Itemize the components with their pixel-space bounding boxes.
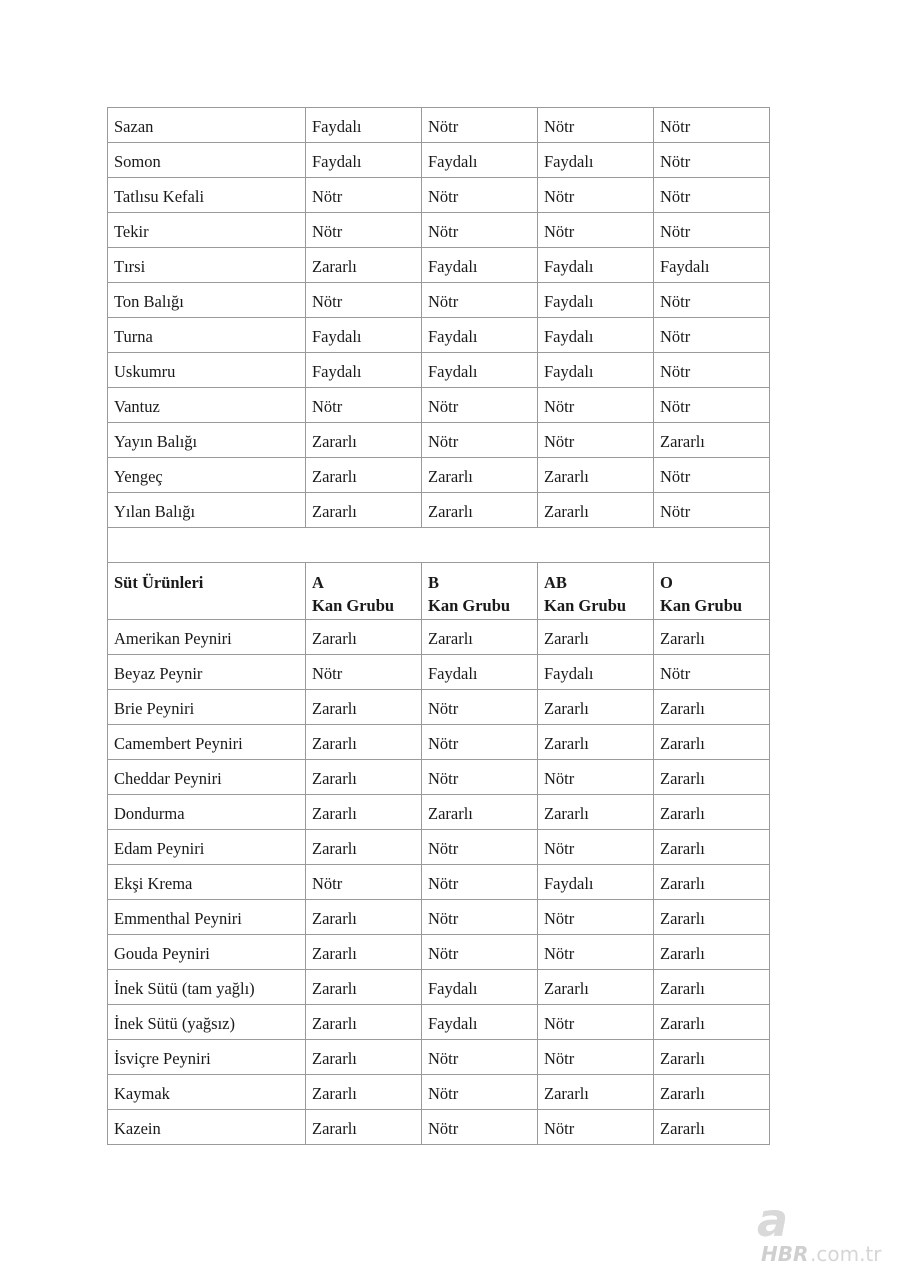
- blood-a-cell: Zararlı: [306, 1075, 422, 1110]
- col-header-b: [422, 563, 538, 620]
- blood-b-cell: Zararlı: [422, 458, 538, 493]
- blood-ab-cell: Nötr: [538, 1110, 654, 1145]
- table-row: [108, 143, 770, 178]
- table-row: [108, 283, 770, 318]
- blood-o-cell: Nötr: [654, 108, 770, 143]
- blood-o-cell: Nötr: [654, 655, 770, 690]
- blood-type-o-label: O: [660, 573, 673, 592]
- blood-ab-cell: Nötr: [538, 900, 654, 935]
- blood-b-cell: Nötr: [422, 935, 538, 970]
- blood-o-cell: Nötr: [654, 283, 770, 318]
- blood-o-cell: Nötr: [654, 143, 770, 178]
- blood-b-cell: Faydalı: [422, 970, 538, 1005]
- blood-o-cell: Zararlı: [654, 725, 770, 760]
- table-row: [108, 1005, 770, 1040]
- blood-o-cell: Zararlı: [654, 620, 770, 655]
- blood-o-cell: Zararlı: [654, 1005, 770, 1040]
- blood-o-cell: Nötr: [654, 493, 770, 528]
- table-row: [108, 795, 770, 830]
- table-row: [108, 900, 770, 935]
- blood-type-b-label: B: [428, 573, 440, 592]
- table-row: [108, 423, 770, 458]
- blood-ab-cell: Faydalı: [538, 655, 654, 690]
- blood-a-cell: Zararlı: [306, 900, 422, 935]
- food-name-cell: İnek Sütü (tam yağlı): [108, 970, 306, 1005]
- table-row: [108, 655, 770, 690]
- blood-b-cell: Nötr: [422, 213, 538, 248]
- table-row: [108, 493, 770, 528]
- category-header: [108, 563, 306, 620]
- blood-a-cell: Zararlı: [306, 935, 422, 970]
- blood-b-cell: Faydalı: [422, 318, 538, 353]
- food-name-cell: İsviçre Peyniri: [108, 1040, 306, 1075]
- blood-ab-cell: Nötr: [538, 388, 654, 423]
- blood-type-a-label: A: [312, 573, 324, 592]
- col-header-ab: [538, 563, 654, 620]
- table-row: [108, 620, 770, 655]
- food-name-cell: Edam Peyniri: [108, 830, 306, 865]
- food-name-cell: Dondurma: [108, 795, 306, 830]
- food-name-cell: Tekir: [108, 213, 306, 248]
- blood-b-cell: Nötr: [422, 1110, 538, 1145]
- table-row: [108, 1075, 770, 1110]
- blood-ab-cell: Faydalı: [538, 353, 654, 388]
- blood-o-cell: Zararlı: [654, 690, 770, 725]
- blood-ab-cell: Zararlı: [538, 1075, 654, 1110]
- blood-ab-cell: Nötr: [538, 108, 654, 143]
- table-row: [108, 353, 770, 388]
- food-name-cell: Cheddar Peyniri: [108, 760, 306, 795]
- col-header-o: [654, 563, 770, 620]
- blood-a-cell: Faydalı: [306, 353, 422, 388]
- blood-b-cell: Nötr: [422, 178, 538, 213]
- blood-b-cell: Faydalı: [422, 143, 538, 178]
- food-name-cell: Gouda Peyniri: [108, 935, 306, 970]
- blood-ab-cell: Zararlı: [538, 493, 654, 528]
- table-row: [108, 248, 770, 283]
- food-name-cell: Ekşi Krema: [108, 865, 306, 900]
- blood-a-cell: Faydalı: [306, 318, 422, 353]
- dairy-header-row: [108, 563, 770, 620]
- table-row: [108, 690, 770, 725]
- blood-o-cell: Zararlı: [654, 1075, 770, 1110]
- blood-ab-cell: Faydalı: [538, 283, 654, 318]
- blood-ab-cell: Zararlı: [538, 690, 654, 725]
- food-name-cell: Beyaz Peynir: [108, 655, 306, 690]
- food-name-cell: Yayın Balığı: [108, 423, 306, 458]
- blood-b-cell: Nötr: [422, 865, 538, 900]
- blood-o-cell: Zararlı: [654, 970, 770, 1005]
- blood-ab-cell: Nötr: [538, 1005, 654, 1040]
- blood-ab-cell: Nötr: [538, 213, 654, 248]
- blood-o-cell: Zararlı: [654, 935, 770, 970]
- blood-b-cell: Nötr: [422, 760, 538, 795]
- table-row: [108, 935, 770, 970]
- table-row: [108, 1040, 770, 1075]
- blood-ab-cell: Zararlı: [538, 795, 654, 830]
- blood-b-cell: Nötr: [422, 388, 538, 423]
- blood-a-cell: Zararlı: [306, 620, 422, 655]
- blood-ab-cell: Nötr: [538, 760, 654, 795]
- table-row: [108, 1110, 770, 1145]
- blood-a-cell: Nötr: [306, 388, 422, 423]
- blood-o-cell: Zararlı: [654, 795, 770, 830]
- blood-type-food-table: [107, 107, 770, 1145]
- blood-ab-cell: Faydalı: [538, 865, 654, 900]
- section-spacer: [108, 528, 770, 563]
- blood-o-cell: Nötr: [654, 178, 770, 213]
- blood-group-label: Kan Grubu: [428, 596, 511, 615]
- blood-ab-cell: Nötr: [538, 178, 654, 213]
- blood-a-cell: Faydalı: [306, 108, 422, 143]
- fish-section: [108, 108, 770, 528]
- food-name-cell: Kazein: [108, 1110, 306, 1145]
- food-name-cell: Amerikan Peyniri: [108, 620, 306, 655]
- blood-group-label: Kan Grubu: [544, 596, 627, 615]
- blood-a-cell: Zararlı: [306, 1110, 422, 1145]
- blood-ab-cell: Nötr: [538, 1040, 654, 1075]
- blood-a-cell: Zararlı: [306, 1005, 422, 1040]
- food-name-cell: Turna: [108, 318, 306, 353]
- table-row: [108, 760, 770, 795]
- food-name-cell: Somon: [108, 143, 306, 178]
- blood-o-cell: Nötr: [654, 318, 770, 353]
- food-name-cell: Ton Balığı: [108, 283, 306, 318]
- blood-a-cell: Zararlı: [306, 248, 422, 283]
- blood-o-cell: Zararlı: [654, 1040, 770, 1075]
- blood-ab-cell: Zararlı: [538, 725, 654, 760]
- blood-o-cell: Nötr: [654, 213, 770, 248]
- food-name-cell: Kaymak: [108, 1075, 306, 1110]
- blood-ab-cell: Faydalı: [538, 248, 654, 283]
- blood-a-cell: Zararlı: [306, 760, 422, 795]
- dairy-section: [108, 620, 770, 1145]
- food-name-cell: Sazan: [108, 108, 306, 143]
- blood-a-cell: Zararlı: [306, 725, 422, 760]
- blood-a-cell: Zararlı: [306, 830, 422, 865]
- blood-ab-cell: Zararlı: [538, 620, 654, 655]
- food-name-cell: Vantuz: [108, 388, 306, 423]
- blood-a-cell: Zararlı: [306, 970, 422, 1005]
- col-header-a: [306, 563, 422, 620]
- food-name-cell: İnek Sütü (yağsız): [108, 1005, 306, 1040]
- food-name-cell: Uskumru: [108, 353, 306, 388]
- watermark-domain: .com.tr: [810, 1242, 882, 1266]
- table-row: [108, 458, 770, 493]
- blood-b-cell: Zararlı: [422, 795, 538, 830]
- blood-a-cell: Zararlı: [306, 458, 422, 493]
- blood-b-cell: Nötr: [422, 1075, 538, 1110]
- blood-a-cell: Nötr: [306, 865, 422, 900]
- dairy-header-section: [108, 563, 770, 620]
- category-title: Süt Ürünleri: [114, 573, 204, 592]
- blood-b-cell: Faydalı: [422, 655, 538, 690]
- blood-ab-cell: Zararlı: [538, 458, 654, 493]
- blood-b-cell: Nötr: [422, 830, 538, 865]
- table-row: [108, 178, 770, 213]
- food-name-cell: Camembert Peyniri: [108, 725, 306, 760]
- food-name-cell: Brie Peyniri: [108, 690, 306, 725]
- blood-ab-cell: Nötr: [538, 830, 654, 865]
- blood-b-cell: Nötr: [422, 690, 538, 725]
- blood-type-ab-label: AB: [544, 573, 567, 592]
- hbr-watermark-logo: [755, 1198, 895, 1268]
- blood-b-cell: Zararlı: [422, 620, 538, 655]
- table-row: [108, 725, 770, 760]
- table-row: [108, 108, 770, 143]
- blood-a-cell: Nötr: [306, 178, 422, 213]
- blood-group-label: Kan Grubu: [660, 596, 743, 615]
- table-row: [108, 970, 770, 1005]
- blood-b-cell: Nötr: [422, 423, 538, 458]
- food-name-cell: Yengeç: [108, 458, 306, 493]
- blood-b-cell: Nötr: [422, 108, 538, 143]
- blood-o-cell: Zararlı: [654, 865, 770, 900]
- blood-o-cell: Zararlı: [654, 1110, 770, 1145]
- blood-b-cell: Nötr: [422, 725, 538, 760]
- blood-b-cell: Faydalı: [422, 1005, 538, 1040]
- table-row: [108, 830, 770, 865]
- blood-b-cell: Zararlı: [422, 493, 538, 528]
- blood-b-cell: Nötr: [422, 1040, 538, 1075]
- blood-o-cell: Zararlı: [654, 900, 770, 935]
- blood-o-cell: Faydalı: [654, 248, 770, 283]
- blood-o-cell: Nötr: [654, 353, 770, 388]
- blood-o-cell: Zararlı: [654, 760, 770, 795]
- blood-b-cell: Faydalı: [422, 248, 538, 283]
- blood-a-cell: Zararlı: [306, 690, 422, 725]
- blood-a-cell: Zararlı: [306, 493, 422, 528]
- blood-o-cell: Nötr: [654, 458, 770, 493]
- food-name-cell: Emmenthal Peyniri: [108, 900, 306, 935]
- blood-o-cell: Zararlı: [654, 423, 770, 458]
- food-name-cell: Yılan Balığı: [108, 493, 306, 528]
- blood-a-cell: Faydalı: [306, 143, 422, 178]
- table-row: [108, 388, 770, 423]
- blood-ab-cell: Zararlı: [538, 970, 654, 1005]
- watermark-letter: a: [757, 1198, 789, 1247]
- blood-group-label: Kan Grubu: [312, 596, 395, 615]
- blood-ab-cell: Nötr: [538, 423, 654, 458]
- blood-ab-cell: Faydalı: [538, 143, 654, 178]
- blood-a-cell: Nötr: [306, 655, 422, 690]
- blood-a-cell: Nötr: [306, 283, 422, 318]
- watermark-brand: HBR: [761, 1242, 809, 1266]
- table-row: [108, 865, 770, 900]
- blood-a-cell: Zararlı: [306, 795, 422, 830]
- food-name-cell: Tırsi: [108, 248, 306, 283]
- blood-b-cell: Nötr: [422, 900, 538, 935]
- blood-ab-cell: Faydalı: [538, 318, 654, 353]
- blood-ab-cell: Nötr: [538, 935, 654, 970]
- blood-a-cell: Nötr: [306, 213, 422, 248]
- blood-o-cell: Nötr: [654, 388, 770, 423]
- blood-b-cell: Faydalı: [422, 353, 538, 388]
- blood-b-cell: Nötr: [422, 283, 538, 318]
- food-name-cell: Tatlısu Kefali: [108, 178, 306, 213]
- table-row: [108, 318, 770, 353]
- blood-o-cell: Zararlı: [654, 830, 770, 865]
- blank-row: [108, 528, 770, 563]
- table-row: [108, 213, 770, 248]
- blood-a-cell: Zararlı: [306, 423, 422, 458]
- blood-a-cell: Zararlı: [306, 1040, 422, 1075]
- blank-cell: [108, 528, 770, 563]
